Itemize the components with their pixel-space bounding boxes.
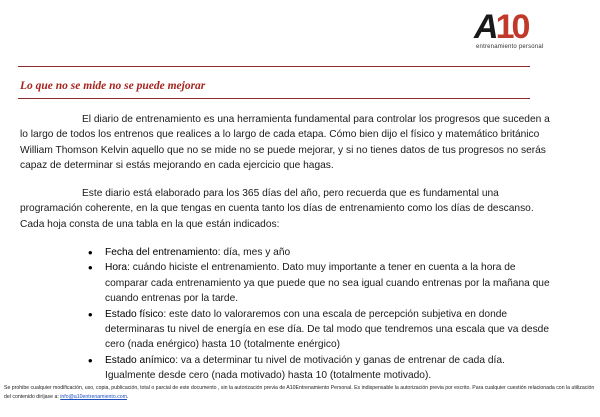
footer-end: . bbox=[126, 394, 129, 400]
list-item-text: : va a determinar tu nivel de motivación y ganas de entrenar de cada día. Igualmente desde cero (nada motivado) hasta 10 (totalmente motivado). bbox=[105, 354, 505, 382]
brand-logo bbox=[470, 10, 550, 54]
logo-mark bbox=[474, 10, 527, 44]
list-item-estado-fisico bbox=[88, 307, 558, 353]
logo-tagline: entrenamiento personal bbox=[476, 44, 544, 50]
diary-paragraph-text: Este diario está elaborado para los 365 días del año, pero recuerda que es fundamental una programación coherente, en la que tengas en cuenta tanto los días de entrenamiento como los días de descanso. Cada hoja consta de una tabla en la que están indicados: bbox=[20, 188, 534, 230]
section-title: Lo que no se mide no se puede mejorar bbox=[20, 80, 206, 92]
table-fields-list bbox=[88, 245, 558, 384]
header-divider-top bbox=[18, 66, 530, 67]
header-divider-bottom bbox=[18, 98, 530, 99]
intro-paragraph bbox=[20, 112, 550, 174]
list-item-term: Estado físico bbox=[105, 308, 164, 320]
legal-footer bbox=[4, 384, 596, 402]
list-item-term: Hora bbox=[105, 262, 128, 274]
list-item-text: : este dato lo valoraremos con una escala de percepción subjetiva en donde determinaras tu nivel de energía en ese día. De tal modo que tendremos una escala que va desde cero (nada enérgico) hasta 10 (totalmente enérgico) bbox=[105, 308, 550, 351]
diary-paragraph bbox=[20, 186, 550, 232]
intro-paragraph-text: El diario de entrenamiento es una herramienta fundamental para controlar los progresos que suceden a lo largo de todos los entrenos que realices a lo largo de cada etapa. Cómo bien dijo el físico y matemático británico William Thomson Kelvin aquello que no se mide no se puede mejorar, y si no tienes datos de tus progresos no serás capaz de determinar si estás mejorando en cada ejercicio que hagas. bbox=[20, 114, 550, 172]
logo-mark-digits: 10 bbox=[495, 8, 528, 46]
list-item-term: Estado anímico bbox=[105, 354, 176, 366]
list-item-fecha bbox=[88, 245, 558, 260]
list-item-estado-animico bbox=[88, 353, 558, 384]
logo-mark-letter: A bbox=[474, 8, 496, 46]
contact-email-link[interactable]: info@a10entrenamiento.com bbox=[60, 394, 127, 400]
list-item-text: : cuándo hiciste el entrenamiento. Dato muy importante a tener en cuenta a la hora de comparar cada entrenamiento ya que puede que no sea igual cuando entrenas por la mañana que cuando entrenas por la tarde. bbox=[105, 262, 550, 305]
list-item-term: Fecha del entrenamiento bbox=[105, 247, 218, 258]
list-item-text: : día, mes y año bbox=[217, 247, 291, 258]
footer-notice: Se prohibe cualquier modificación, uso, copia, publicación, total o parcial de este documento , sin la autorización previa de A10Entrenamiento Personal. Es indispensable la autorización previa por escrito. Para cualquier cuestión relacionada con la utilización del contenido diríjase a: bbox=[4, 385, 595, 400]
list-item-hora bbox=[88, 260, 558, 306]
